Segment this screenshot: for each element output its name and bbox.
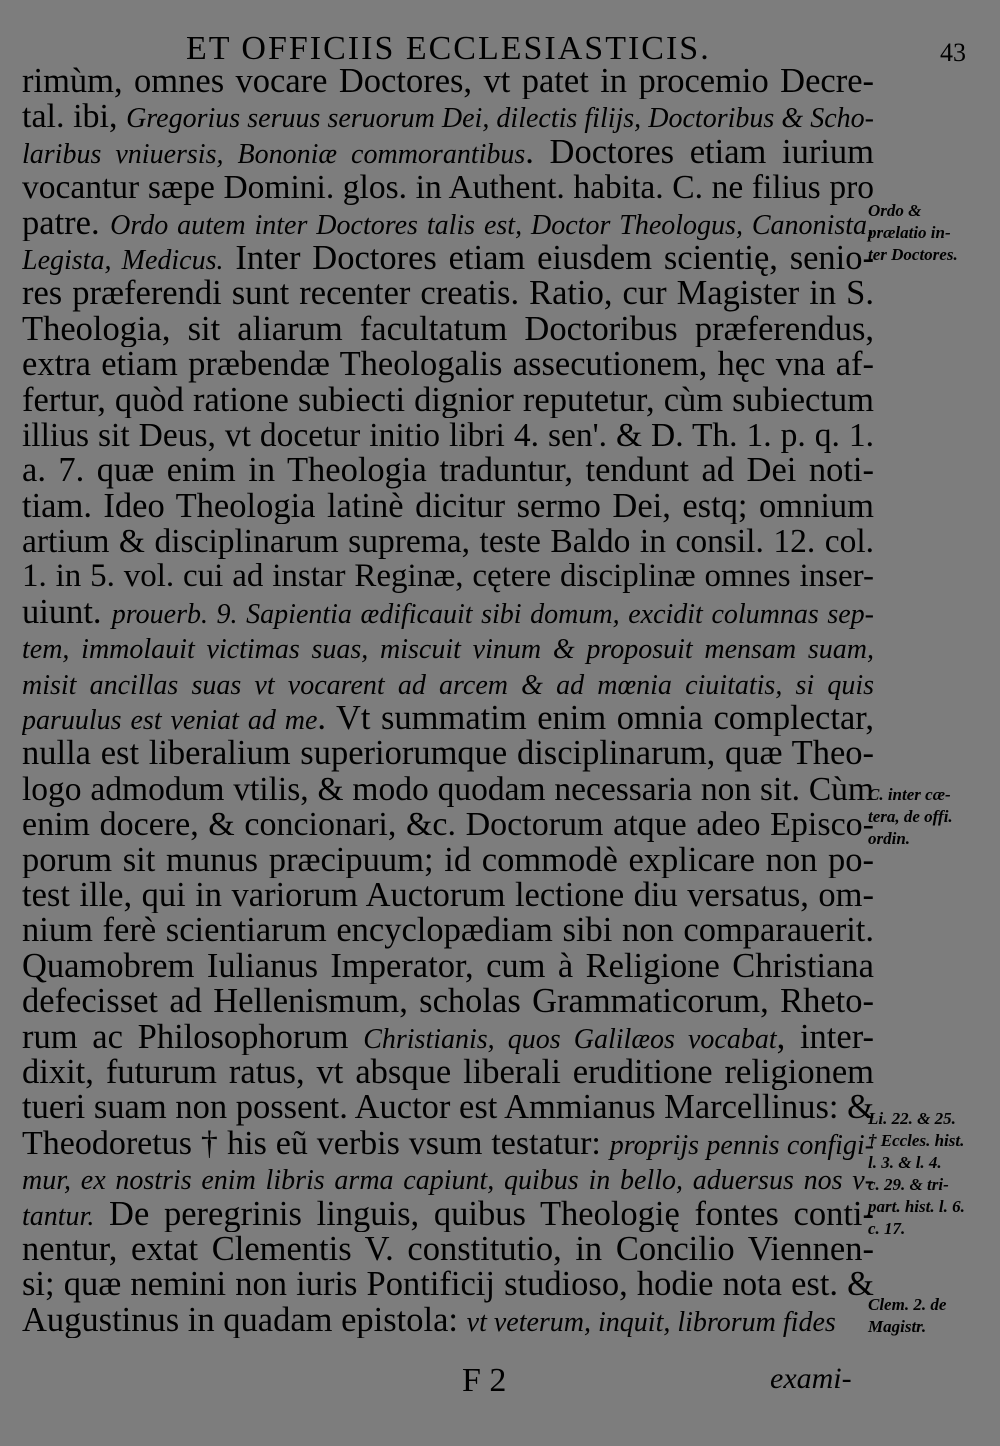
text-line — [22, 736, 874, 771]
margin-note-ordo — [868, 200, 998, 266]
text-line — [22, 666, 874, 701]
text-segment: si; quæ nemini non iuris Pontificij studioso, hodie nota est. & — [22, 1267, 874, 1303]
text-line — [22, 1055, 874, 1090]
signature-mark: F 2 — [462, 1362, 507, 1399]
margin-note-line: Magistr. — [868, 1317, 927, 1336]
text-line — [22, 1126, 874, 1161]
text-line — [22, 1090, 874, 1125]
text-line — [22, 807, 874, 842]
italic-segment: vt veterum, inquit, librorum fides — [466, 1306, 836, 1338]
italic-segment: tem, immolauit victimas suas, miscuit vinum & proposuit mensam suam, — [22, 634, 874, 666]
margin-note-line: c. 17. — [868, 1219, 906, 1238]
text-segment: logo admodum vtilis, & modo quodam necessaria non sit. Cùm — [22, 771, 874, 808]
text-segment: porum sit munus præcipuum; id commodè explicare non po- — [22, 842, 874, 878]
margin-note-li — [868, 1108, 998, 1240]
text-line — [22, 949, 874, 984]
running-title: ET OFFICIIS ECCLESIASTICIS. — [186, 30, 711, 67]
text-segment: uiunt. — [22, 594, 112, 631]
text-line — [22, 241, 874, 276]
margin-note-line: c. 29. & tri- — [868, 1175, 949, 1194]
text-segment: nium ferè scientiarum encyclopædiam sibi non comparauerit. — [22, 913, 874, 949]
text-line — [22, 1267, 874, 1302]
italic-segment: prouerb. 9. Sapientia ædificauit sibi domum, excidit columnas sep- — [111, 598, 874, 630]
text-line — [22, 984, 874, 1019]
text-segment: dixit, futurum ratus, vt absque liberali eruditione religionem — [22, 1054, 874, 1091]
text-line — [22, 1303, 874, 1338]
margin-note-line: tera, de offi. — [868, 807, 953, 826]
text-line — [22, 878, 874, 913]
text-segment: tueri suam non possent. Auctor est Ammianus Marcellinus: & — [22, 1090, 874, 1126]
italic-segment: Gregorius seruus seruorum Dei, dilectis filijs, Doctoribus & Scho- — [126, 103, 874, 135]
margin-note-line: prælatio in- — [868, 223, 951, 242]
text-segment: a. 7. quæ enim in Theologia traduntur, tendunt ad Dei noti- — [22, 453, 874, 489]
page-number: 43 — [940, 38, 966, 67]
text-segment: test ille, qui in variorum Auctorum lectione diu versatus, om- — [22, 877, 874, 914]
margin-note-line: ter Doctores. — [868, 245, 958, 264]
text-line — [22, 347, 874, 382]
text-segment: . Doctores etiam iurium — [525, 134, 874, 171]
italic-segment: Ordo autem inter Doctores talis est, Doctor Theologus, Canonista, — [110, 209, 874, 241]
text-segment: defecisset ad Hellenismum, scholas Grammaticorum, Rheto- — [22, 984, 874, 1020]
text-line — [22, 559, 874, 594]
text-line — [22, 524, 874, 559]
text-segment: 1. in 5. vol. cui ad instar Reginæ, cętere disciplinæ omnes inser- — [22, 559, 874, 595]
italic-segment: tantur. — [22, 1200, 95, 1232]
text-segment: nentur, extat Clementis V. constitutio, in Concilio Viennen- — [22, 1231, 874, 1268]
text-segment: rum ac Philosophorum — [22, 1019, 364, 1055]
catchword: exami- — [770, 1362, 852, 1395]
text-segment: fertur, quòd ratione subiecti dignior reputetur, cùm subiectum — [22, 382, 874, 418]
margin-note-line: ordin. — [868, 829, 911, 848]
text-segment: res præferendi sunt recenter creatis. Ratio, cur Magister in S. — [22, 276, 874, 312]
text-line — [22, 1020, 874, 1055]
text-segment: nulla est liberalium superiorumque disciplinarum, quæ Theo- — [22, 736, 874, 772]
text-segment: illius sit Deus, vt docetur initio libri 4. sen'. & D. Th. 1. p. q. 1. — [22, 417, 874, 454]
text-segment: Theologia, sit aliarum facultatum Doctoribus præferendus, — [22, 311, 874, 348]
text-segment: , inter- — [776, 1019, 874, 1055]
text-line — [22, 383, 874, 418]
margin-note-line: part. hist. l. 6. — [868, 1197, 965, 1216]
text-segment: patre. — [22, 205, 111, 241]
text-line — [22, 312, 874, 347]
italic-segment: Legista, Medicus. — [22, 244, 224, 276]
text-line — [22, 843, 874, 878]
italic-segment: misit ancillas suas vt vocarent ad arcem & ad mœnia ciuitatis, si quis — [22, 669, 874, 701]
margin-note-clem — [868, 1294, 998, 1338]
margin-note-line: † Eccles. hist. — [868, 1131, 965, 1150]
text-line — [22, 276, 874, 311]
text-segment: Theodoretus † his eũ verbis vsum testatur: — [22, 1125, 610, 1162]
text-segment: Quamobrem Iulianus Imperator, cum à Religione Christiana — [22, 948, 874, 985]
text-segment: enim docere, & concionari, &c. Doctorum atque adeo Episco- — [22, 807, 874, 843]
margin-note-line: Li. 22. & 25. — [868, 1109, 956, 1128]
text-segment: Augustinus in quadam epistola: — [22, 1302, 467, 1339]
text-segment: De peregrinis linguis, quibus Theologię fontes conti- — [94, 1196, 874, 1232]
text-segment: Inter Doctores etiam eiusdem scientię, senio- — [223, 240, 874, 277]
text-line — [22, 99, 874, 134]
italic-segment: paruulus est veniat ad me — [22, 705, 318, 737]
text-line — [22, 913, 874, 948]
text-segment: . Vt summatim enim omnia complectar, — [317, 701, 874, 737]
text-line — [22, 135, 874, 170]
text-line — [22, 1197, 874, 1232]
text-segment: vocantur sæpe Domini. glos. in Authent. habita. C. ne filius pro — [22, 170, 874, 206]
margin-note-line: Clem. 2. de — [868, 1295, 947, 1314]
text-line — [22, 1161, 874, 1196]
margin-note-line: l. 3. & l. 4. — [868, 1153, 942, 1172]
margin-note-c-inter — [868, 784, 998, 850]
italic-segment: proprijs pennis configi- — [609, 1129, 874, 1161]
margin-note-line: C. inter cæ- — [868, 785, 951, 804]
text-line — [22, 453, 874, 488]
margin-note-line: Ordo & — [868, 201, 922, 220]
text-line — [22, 1232, 874, 1267]
text-segment: tiam. Ideo Theologia latinè dicitur sermo Dei, estq; omnium — [22, 488, 874, 525]
text-segment: artium & disciplinarum suprema, teste Baldo in consil. 12. col. — [22, 524, 874, 560]
text-line — [22, 64, 874, 99]
italic-segment: Christianis, quos Galilæos vocabat — [363, 1023, 777, 1055]
text-line — [22, 630, 874, 665]
text-line — [22, 595, 874, 630]
body-text — [22, 64, 874, 1338]
text-line — [22, 418, 874, 453]
italic-segment: laribus vniuersis, Bononiæ commorantibus — [22, 138, 526, 170]
text-line — [22, 701, 874, 736]
text-segment: rimùm, omnes vocare Doctores, vt patet in procemio Decre- — [22, 64, 874, 100]
text-line — [22, 772, 874, 807]
italic-segment: mur, ex nostris enim libris arma capiunt, quibus in bello, aduersus nos v- — [22, 1165, 874, 1197]
text-line — [22, 489, 874, 524]
text-segment: tal. ibi, — [22, 99, 127, 135]
text-line — [22, 206, 874, 241]
text-line — [22, 170, 874, 205]
text-segment: extra etiam præbendæ Theologalis assecutionem, hęc vna af- — [22, 347, 874, 383]
